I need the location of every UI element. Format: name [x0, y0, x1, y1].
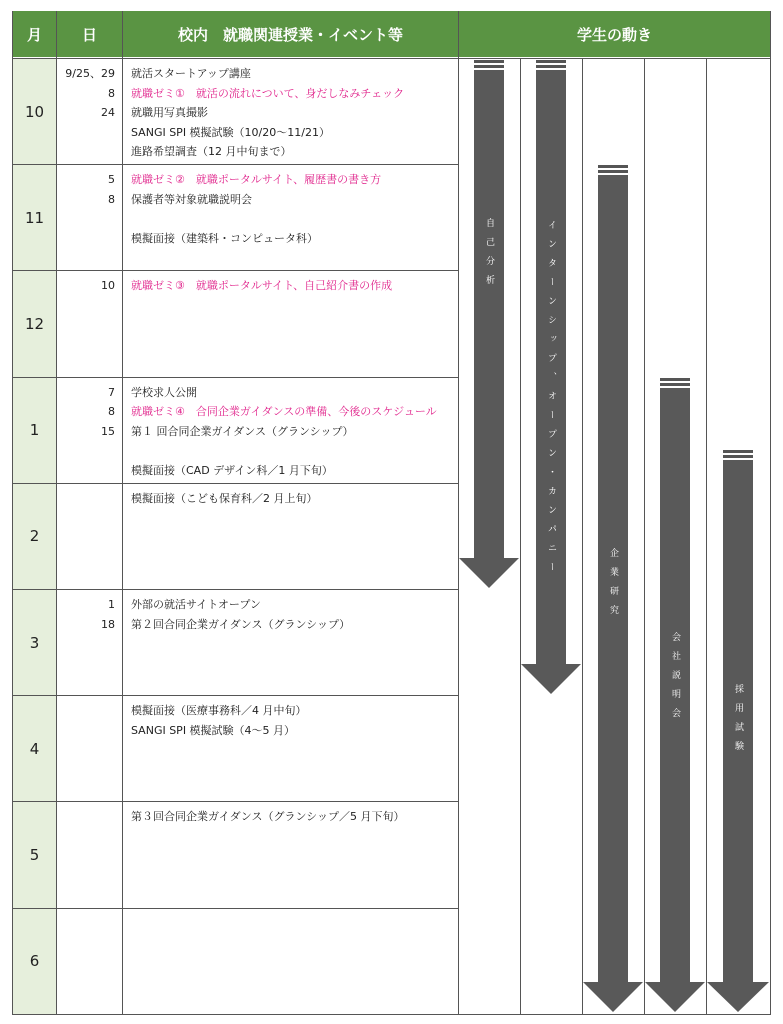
row-divider: [12, 483, 459, 484]
arrow-cap-line: [598, 170, 628, 173]
row-divider: [12, 377, 459, 378]
activity-label: 自己分析: [484, 218, 494, 294]
arrow-cap-line: [723, 455, 753, 458]
month-cell: 3: [13, 590, 56, 695]
arrow-shaft: [474, 70, 504, 559]
event-text: 第１ 回合同企業ガイダンス（グランシップ）: [131, 424, 354, 438]
row-divider: [12, 270, 459, 271]
activity-arrow: [645, 378, 705, 1012]
month-cell: 6: [13, 909, 56, 1014]
header-month: 月: [13, 11, 56, 57]
event-day: 24: [101, 106, 115, 119]
activity-top-border: [458, 58, 770, 59]
month-cell: 2: [13, 484, 56, 589]
event-day: 15: [101, 424, 115, 438]
arrow-cap-line: [660, 378, 690, 381]
event-text: 模擬面接（こども保育科／2 月上旬）: [131, 491, 318, 505]
event-text: 就職ゼミ② 就職ポータルサイト、履歴書の書き方: [131, 173, 382, 187]
arrow-head: [521, 664, 581, 694]
arrow-cap-line: [474, 60, 504, 63]
arrow-cap-line: [536, 65, 566, 68]
event-day: 9/25、29: [65, 67, 115, 80]
event-text: 第２回合同企業ガイダンス（グランシップ）: [131, 617, 351, 631]
event-day: 8: [108, 405, 115, 419]
arrow-head: [707, 982, 769, 1012]
event-day: 5: [108, 173, 115, 187]
activity-bottom-border: [458, 1014, 770, 1015]
row-divider: [12, 908, 459, 909]
event-text: 第３回合同企業ガイダンス（グランシップ／5 月下旬）: [131, 810, 405, 824]
column-divider: [56, 11, 57, 1015]
arrow-cap-line: [723, 450, 753, 453]
month-cell: 4: [13, 696, 56, 801]
row-divider: [12, 58, 459, 59]
month-cell: 10: [13, 59, 56, 164]
arrow-head: [459, 558, 519, 588]
arrow-cap-line: [660, 383, 690, 386]
event-text: 進路希望調査（12 月中旬まで）: [131, 145, 292, 158]
column-divider: [770, 11, 771, 1015]
month-cell: 5: [13, 802, 56, 907]
event-day: 8: [108, 192, 115, 206]
header-student-activities: 学生の動き: [459, 11, 770, 57]
activity-label: 採用試験: [733, 684, 743, 760]
row-divider: [12, 589, 459, 590]
event-text: 就活スタートアップ講座: [131, 67, 251, 80]
arrow-head: [583, 982, 643, 1012]
event-text: SANGI SPI 模擬試験（4～5 月）: [131, 723, 296, 737]
event-day: 18: [101, 617, 115, 631]
activity-arrow: [459, 60, 519, 588]
column-divider: [122, 11, 123, 1015]
row-divider: [12, 164, 459, 165]
arrow-head: [645, 982, 705, 1012]
row-divider: [12, 695, 459, 696]
activity-label: 会社説明会: [670, 632, 680, 727]
activity-arrow: [707, 450, 769, 1012]
event-day: 10: [101, 279, 115, 293]
event-text: 保護者等対象就職説明会: [131, 192, 252, 206]
event-text: 学校求人公開: [131, 385, 197, 399]
event-text: 就職ゼミ④ 合同企業ガイダンスの準備、今後のスケジュール: [131, 405, 437, 419]
event-text: 就職ゼミ③ 就職ポータルサイト、自己紹介書の作成: [131, 279, 393, 293]
event-text: 就職ゼミ① 就活の流れについて、身だしなみチェック: [131, 86, 405, 100]
activity-arrow: [521, 60, 581, 694]
event-day: 8: [108, 86, 115, 100]
event-text: 就職用写真撮影: [131, 106, 208, 119]
header-day: 日: [57, 11, 122, 57]
event-text: 外部の就活サイトオープン: [131, 598, 261, 611]
header-events: 校内 就職関連授業・イベント等: [123, 11, 458, 57]
activity-arrow: [583, 165, 643, 1012]
month-cell: 1: [13, 378, 56, 483]
arrow-cap-line: [598, 165, 628, 168]
event-text: SANGI SPI 模擬試験（10/20～11/21）: [131, 125, 330, 139]
row-divider: [12, 1014, 459, 1015]
event-text: 模擬面接（CAD デザイン科／1 月下旬）: [131, 463, 333, 477]
activity-label: インターンシップ、オープン・カンパニー: [546, 220, 556, 581]
row-divider: [12, 801, 459, 802]
event-day: 1: [108, 598, 115, 611]
activity-label: 企業研究: [608, 548, 618, 624]
arrow-cap-line: [474, 65, 504, 68]
arrow-cap-line: [536, 60, 566, 63]
event-text: 模擬面接（建築科・コンピュータ科）: [131, 231, 318, 245]
month-cell: 11: [13, 165, 56, 270]
event-day: 7: [108, 385, 115, 399]
month-cell: 12: [13, 271, 56, 376]
event-text: 模擬面接（医療事務科／4 月中旬）: [131, 704, 307, 718]
